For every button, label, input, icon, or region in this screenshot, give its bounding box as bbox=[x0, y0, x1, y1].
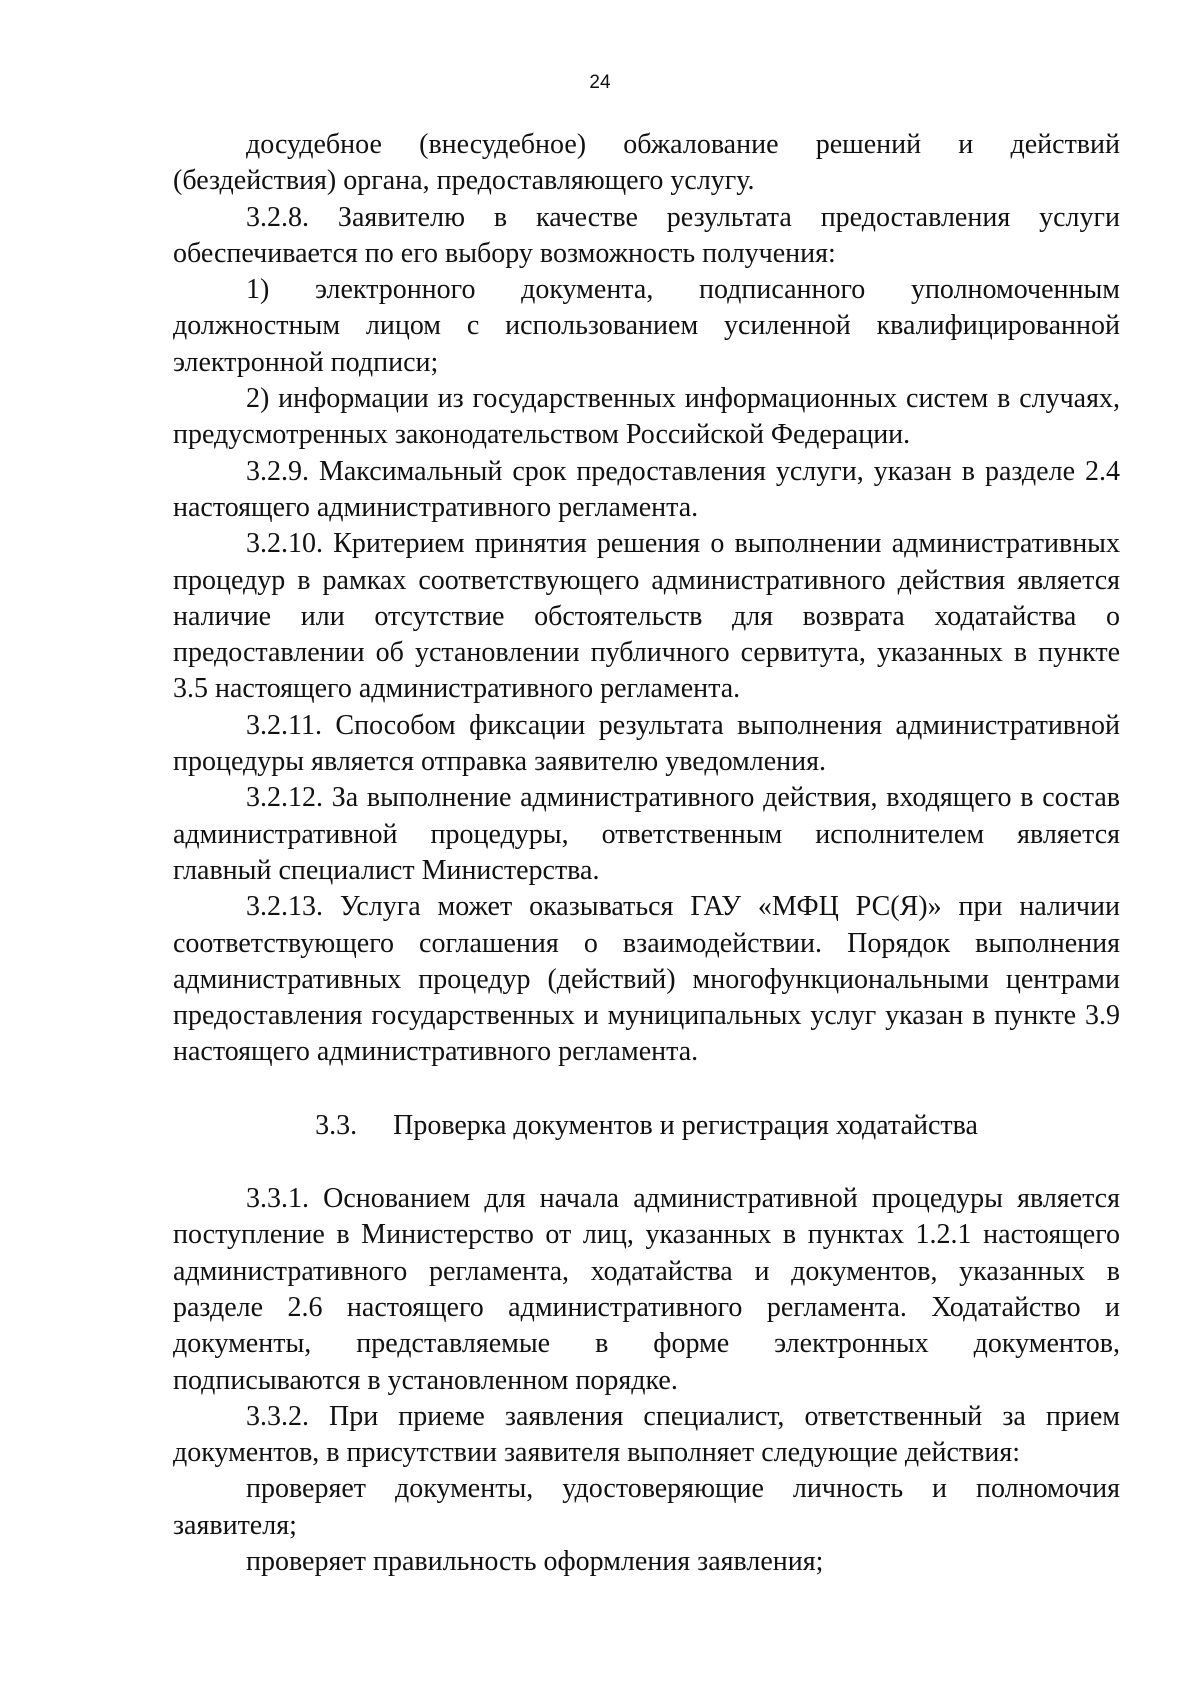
paragraph-item-2-information: 2) информации из государственных информационных систем в случаях, предусмотренных законодательством Российской Федерации. bbox=[173, 383, 1120, 451]
page-number: 24 bbox=[589, 72, 611, 93]
paragraph-3-3-1: 3.3.1. Основанием для начала административной процедуры является поступление в Министерство от лиц, указанных в пунктах 1.2.1 настоящего административного регламента, ходатайства и документов, указанных в разделе 2.6 настоящего административного регламента. Ходатайство и документы, представляемые в форме электронных документов, подписываются в установленном порядке. bbox=[173, 1183, 1120, 1396]
paragraph-checks-application: проверяет правильность оформления заявления; bbox=[246, 1545, 824, 1577]
paragraph-3-2-8: 3.2.8. Заявителю в качестве результата предоставления услуги обеспечивается по его выбору возможность получения: bbox=[173, 201, 1120, 269]
paragraph-appeal-continuation: досудебное (внесудебное) обжалование решений и действий (бездействия) органа, предоставляющего услугу. bbox=[173, 129, 1120, 197]
paragraph-3-2-10: 3.2.10. Критерием принятия решения о выполнении административных процедур в рамках соответствующего административного действия является наличие или отсутствие обстоятельств для возврата ходатайства о предоставлении об установлении публичного сервитута, указанных в пункте 3.5 настоящего административного регламента. bbox=[173, 528, 1120, 705]
paragraph-3-2-13: 3.2.13. Услуга может оказываться ГАУ «МФЦ РС(Я)» при наличии соответствующего соглашения о взаимодействии. Порядок выполнения административных процедур (действий) многофункциональными центрами предоставления государственных и муниципальных услуг указан в пункте 3.9 настоящего административного регламента. bbox=[173, 891, 1120, 1068]
section-title: Проверка документов и регистрация ходатайства bbox=[393, 1109, 978, 1141]
section-heading-3-3 bbox=[173, 1108, 1120, 1144]
paragraph-item-1-electronic-document: 1) электронного документа, подписанного уполномоченным должностным лицом с использованием усиленной квалифицированной электронной подписи; bbox=[173, 274, 1120, 378]
paragraph-3-2-12: 3.2.12. За выполнение административного действия, входящего в состав административной процедуры, ответственным исполнителем является главный специалист Министерства. bbox=[173, 782, 1120, 886]
paragraph-3-2-11: 3.2.11. Способом фиксации результата выполнения административной процедуры является отправка заявителю уведомления. bbox=[173, 709, 1120, 778]
paragraph-3-2-9: 3.2.9. Максимальный срок предоставления услуги, указан в разделе 2.4 настоящего административного регламента. bbox=[173, 455, 1120, 523]
document-body bbox=[173, 127, 1120, 1580]
section-number: 3.3. bbox=[315, 1109, 358, 1141]
paragraph-3-3-2: 3.3.2. При приеме заявления специалист, ответственный за прием документов, в присутствии заявителя выполняет следующие действия: bbox=[173, 1400, 1120, 1469]
paragraph-checks-identity: проверяет документы, удостоверяющие личность и полномочия заявителя; bbox=[173, 1473, 1120, 1541]
